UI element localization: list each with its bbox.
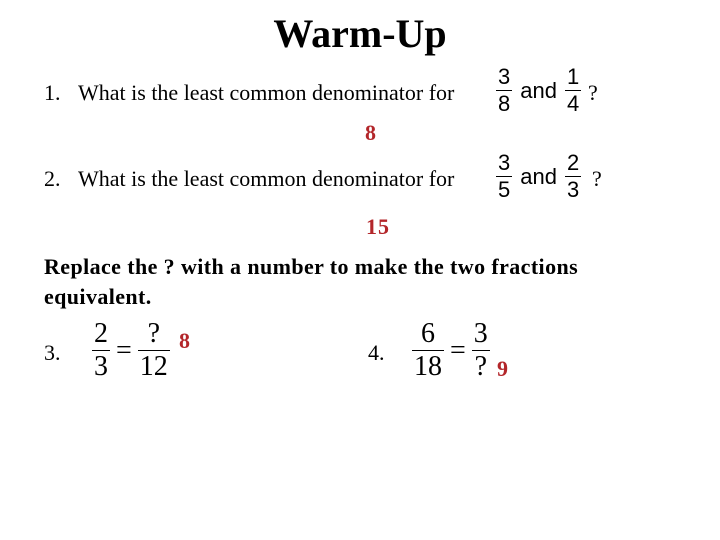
question-2-fractions <box>496 152 581 201</box>
denominator: 18 <box>414 351 442 382</box>
fraction <box>138 320 170 381</box>
fraction <box>496 66 512 115</box>
denominator: 3 <box>566 177 580 202</box>
numerator: 1 <box>566 64 580 89</box>
numerator: 3 <box>498 150 511 175</box>
instruction-text: Replace the ? with a number to make the two fractions equivalent. <box>44 254 579 309</box>
question-mark: ? <box>588 80 598 105</box>
fraction <box>565 66 581 115</box>
equals-sign: = <box>450 334 466 366</box>
question-4-equation <box>412 320 490 381</box>
equals-sign: = <box>116 334 132 366</box>
answer-1: 8 <box>365 120 377 145</box>
denominator: 3 <box>94 351 108 382</box>
denominator: 12 <box>139 351 168 382</box>
numerator: ? <box>147 318 161 349</box>
answer-3: 8 <box>179 328 191 353</box>
question-3-equation <box>92 320 170 381</box>
and-word: and <box>520 163 557 189</box>
fraction <box>412 320 444 381</box>
numerator: 6 <box>421 318 435 349</box>
denominator: 5 <box>498 177 511 202</box>
fraction <box>496 152 512 201</box>
numerator: 3 <box>498 64 511 89</box>
question-1-fractions <box>496 66 581 115</box>
numerator: 3 <box>473 318 488 349</box>
and-word: and <box>520 77 557 103</box>
question-text: What is the least common denominator for <box>78 80 455 105</box>
question-text: What is the least common denominator for <box>78 166 455 191</box>
denominator: 4 <box>566 91 580 116</box>
fraction <box>565 152 581 201</box>
question-4-number: 4. <box>368 340 385 365</box>
fraction <box>472 320 490 381</box>
question-3-number: 3. <box>44 340 61 365</box>
numerator: 2 <box>94 318 108 349</box>
question-number: 2. <box>44 166 61 191</box>
answer-2: 15 <box>366 214 390 239</box>
denominator: 8 <box>498 91 511 116</box>
numerator: 2 <box>566 150 580 175</box>
question-1 <box>44 80 454 106</box>
question-mark: ? <box>592 166 602 191</box>
fraction <box>92 320 110 381</box>
question-2 <box>44 166 454 192</box>
question-number: 1. <box>44 80 61 105</box>
denominator: ? <box>474 351 488 382</box>
answer-4: 9 <box>497 356 509 381</box>
page-title: Warm-Up <box>273 11 447 56</box>
